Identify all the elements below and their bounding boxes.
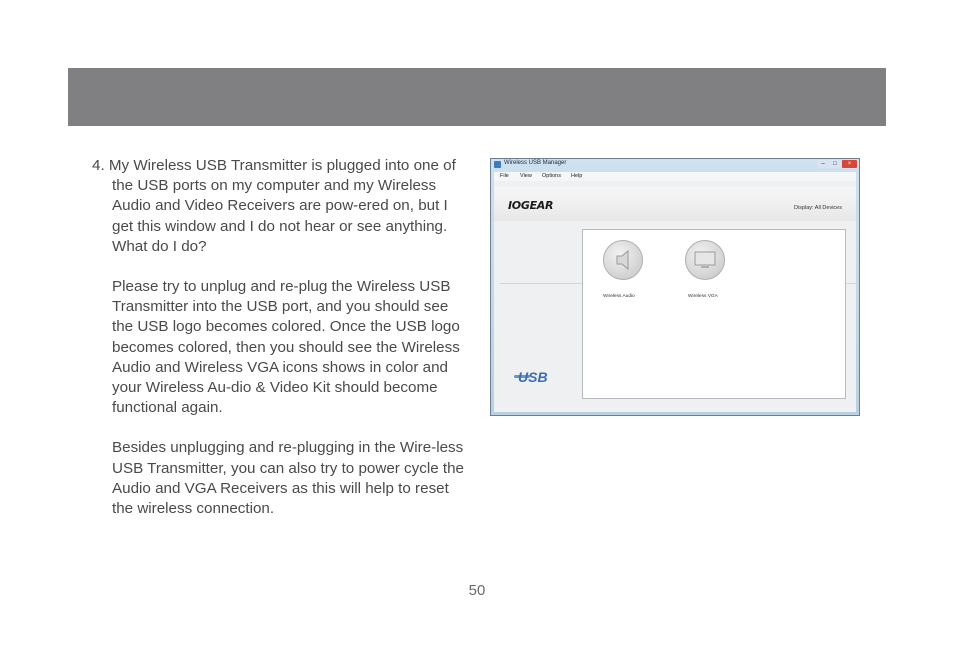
maximize-icon: □ (829, 160, 841, 168)
menu-options: Options (542, 173, 561, 179)
usb-logo-icon: USB (518, 369, 548, 385)
device-label-vga: Wireless VGA (688, 294, 718, 299)
display-filter: Display: All Devices (794, 205, 842, 211)
app-icon (494, 161, 501, 168)
window-titlebar (491, 159, 859, 171)
menu-file: File (500, 173, 509, 179)
minimize-icon: – (817, 160, 829, 168)
device-panel (582, 229, 846, 399)
app-client-area (494, 181, 856, 412)
menu-help: Help (571, 173, 583, 179)
close-icon: × (842, 160, 857, 168)
menu-view: View (520, 173, 532, 179)
iogear-logo: IOGEAR (508, 199, 554, 212)
menu-bar (494, 172, 856, 181)
faq-answer-2: Besides unplugging and re-plugging in the Wire-less USB Transmitter, you can also try to power cycle the Audio and VGA Receivers as this will help to reset the wireless connection. (112, 439, 464, 518)
monitor-icon (685, 240, 725, 280)
device-label-audio: Wireless Audio (603, 294, 635, 299)
logo-band (494, 187, 856, 221)
app-window-screenshot (490, 158, 860, 416)
page-number: 50 (468, 582, 486, 599)
window-title: Wireless USB Manager (504, 160, 567, 166)
speaker-icon (603, 240, 643, 280)
faq-question: 4. My Wireless USB Transmitter is plugged into one of the USB ports on my computer and my Wireless Audio and Video Receivers are pow-ered on, but I get this window and I do not hear or see anything. What do I do? (92, 157, 456, 255)
header-band (68, 68, 886, 126)
faq-item (92, 156, 472, 519)
faq-answer-1: Please try to unplug and re-plug the Wireless USB Transmitter into the USB port, and you should see the USB logo becomes colored. Once the USB logo becomes colored, then you should see the Wireless Audio and Wireless VGA icons shows in color and your Wireless Au-dio & Video Kit should become functional again. (112, 278, 460, 417)
